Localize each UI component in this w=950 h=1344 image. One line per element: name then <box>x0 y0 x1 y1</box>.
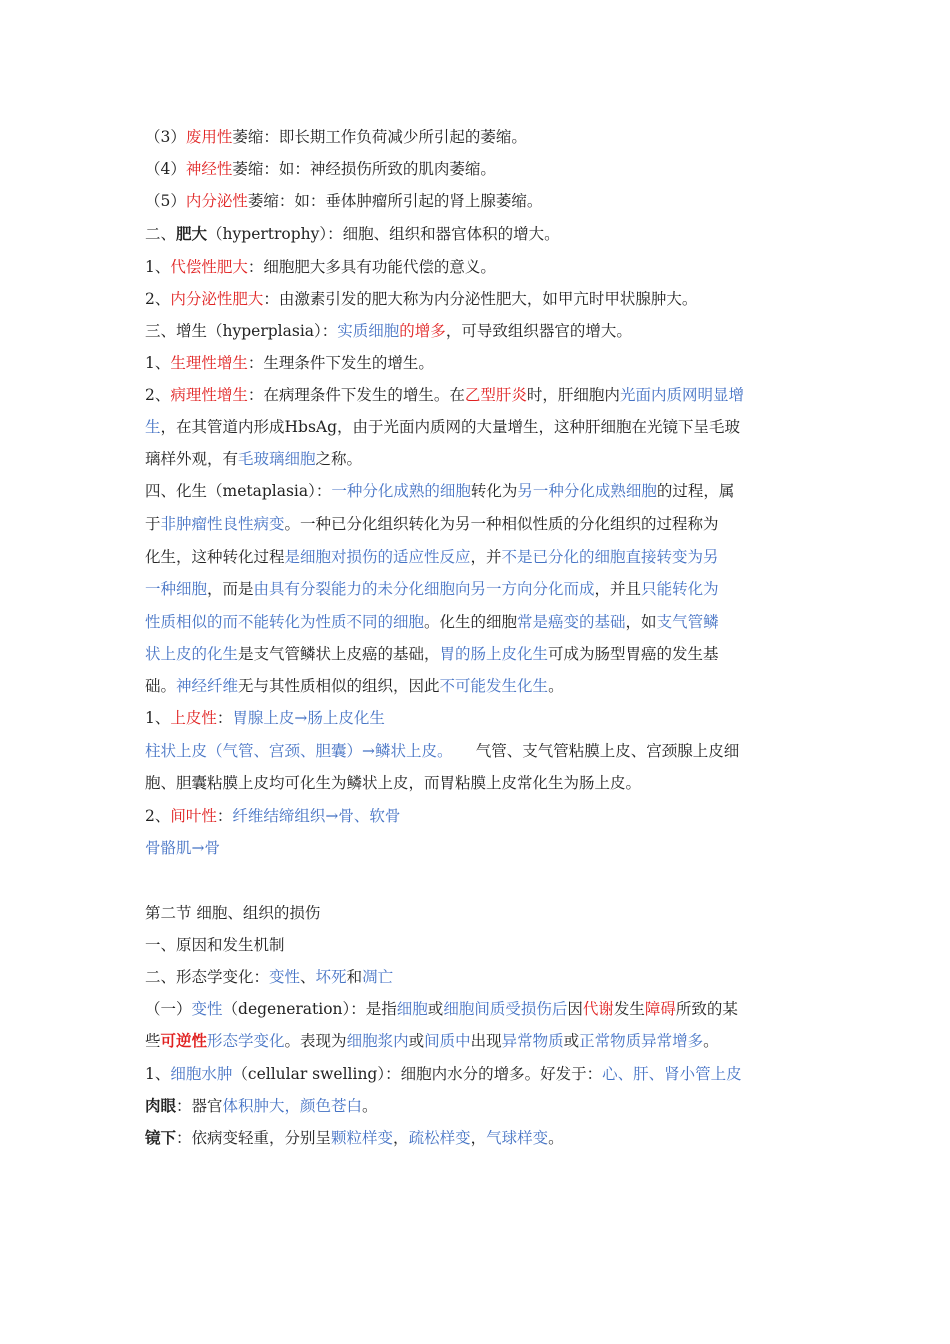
text-line <box>145 190 810 212</box>
text-line <box>145 902 810 924</box>
text-span: 细胞 <box>396 1000 428 1018</box>
text-line <box>145 1030 810 1052</box>
text-span: 的增多 <box>399 322 446 340</box>
text-line <box>145 998 810 1020</box>
text-line <box>145 675 810 697</box>
text-span: 。一种已分化组织转化为另一种相似性质的分化组织的过程称为 <box>284 515 719 533</box>
text-span: 生 <box>145 418 161 436</box>
text-span: 凋亡 <box>362 968 394 986</box>
text-span: ：由激素引发的肥大称为内分泌性肥大，如甲亢时甲状腺肿大。 <box>263 290 698 308</box>
text-span: 。化生的细胞 <box>424 613 518 631</box>
text-span: 代偿性肥大 <box>170 258 248 276</box>
text-span: 萎缩：即长期工作负荷减少所引起的萎缩。 <box>232 128 527 146</box>
text-span: 颗粒样变 <box>331 1129 394 1147</box>
text-line <box>145 158 810 180</box>
text-span: ，并且 <box>594 580 642 598</box>
text-line <box>145 288 810 310</box>
text-span: 时，肝细胞内 <box>526 386 620 404</box>
text-span: 支气管鳞 <box>656 613 719 631</box>
text-line <box>145 448 810 470</box>
text-span: 镜下 <box>145 1128 177 1147</box>
text-span: 形态学变化 <box>207 1032 285 1050</box>
text-span: 间质中 <box>424 1032 471 1050</box>
text-span: 疏松样变 <box>408 1129 471 1147</box>
text-span: 气球样变 <box>486 1129 549 1147</box>
text-span: 因 <box>567 1000 583 1018</box>
text-line <box>145 256 810 278</box>
text-span: 胃的肠上皮化生 <box>439 645 549 663</box>
text-span: 气管、支气管粘膜上皮、宫颈腺上皮细 <box>444 742 740 760</box>
text-span: 1、 <box>145 258 171 276</box>
text-span: 只能转化为 <box>641 580 719 598</box>
text-span: （5） <box>145 192 186 210</box>
text-span: 变性 <box>269 968 301 986</box>
text-span: 正常物质异常增多 <box>579 1032 704 1050</box>
text-span: 细胞水肿 <box>170 1065 233 1083</box>
text-span: 坏死 <box>315 968 347 986</box>
text-line <box>145 480 810 502</box>
text-line <box>145 1063 810 1085</box>
text-span: 是细胞对损伤的适应性反应 <box>284 548 471 566</box>
text-span: 胞、胆囊粘膜上皮均可化生为鳞状上皮，而胃粘膜上皮常化生为肠上皮。 <box>145 774 642 792</box>
text-span: 1、 <box>145 354 171 372</box>
text-span: 心、肝、肾小管上皮 <box>602 1065 742 1083</box>
text-line <box>145 416 810 438</box>
text-span: 1、 <box>145 709 171 727</box>
text-span: ，如 <box>625 613 657 631</box>
text-line <box>145 384 810 406</box>
text-line <box>145 805 810 827</box>
text-span: 四、化生（metaplasia）： <box>145 482 332 500</box>
text-span: 生理性增生 <box>170 354 248 372</box>
text-line <box>145 578 810 600</box>
text-span: 二、形态学变化： <box>145 968 270 986</box>
text-span: 状上皮的化生 <box>145 645 239 663</box>
text-span: 由具有分裂能力的未分化细胞向另一方向分化而成 <box>253 580 595 598</box>
text-span: 。表现为 <box>284 1032 347 1050</box>
text-span: ： <box>216 709 233 727</box>
text-line <box>145 643 810 665</box>
text-span: 二、 <box>145 225 177 243</box>
text-span: 异常物质 <box>501 1032 564 1050</box>
text-span: 肥大 <box>176 224 208 243</box>
text-span: 化生，这种转化过程 <box>145 548 285 566</box>
text-line <box>145 320 810 342</box>
text-span: 。 <box>548 677 564 695</box>
text-span: 光面内质网明显增 <box>619 386 744 404</box>
text-span: ， <box>470 1129 487 1147</box>
text-span: 或 <box>427 1000 444 1018</box>
text-span: 病理性增生 <box>170 386 248 404</box>
text-line <box>145 126 810 148</box>
text-span: 肉眼 <box>145 1096 177 1115</box>
text-span: 另一种分化成熟细胞 <box>517 482 657 500</box>
text-span: 2、 <box>145 807 171 825</box>
text-span: 废用性 <box>185 128 233 146</box>
text-span: ： <box>216 807 233 825</box>
text-span: 不是已分化的细胞直接转变为另 <box>501 548 719 566</box>
text-span: 柱状上皮（气管、宫颈、胆囊）→鳞状上皮。 <box>145 742 445 760</box>
text-line <box>145 611 810 633</box>
text-span: 一种分化成熟的细胞 <box>331 482 471 500</box>
text-span: ，而是 <box>207 580 254 598</box>
text-span: 间叶性 <box>170 807 217 825</box>
text-span: ，可导致组织器官的增大。 <box>445 322 632 340</box>
text-line <box>145 1095 810 1117</box>
text-line <box>145 966 810 988</box>
text-span: 实质细胞 <box>337 322 400 340</box>
text-span: （4） <box>145 160 186 178</box>
text-span: 一、原因和发生机制 <box>145 936 285 954</box>
text-line <box>145 352 810 374</box>
text-span: 。 <box>362 1097 378 1115</box>
text-span: ：生理条件下发生的增生。 <box>247 354 434 372</box>
text-span: ：在病理条件下发生的增生。在 <box>247 386 465 404</box>
text-span: 转化为 <box>470 482 518 500</box>
text-span: 础。 <box>145 677 177 695</box>
text-span: 是支气管鳞状上皮癌的基础， <box>238 645 440 663</box>
text-span: 神经性 <box>185 160 233 178</box>
text-span: 无与其性质相似的组织，因此 <box>238 677 440 695</box>
text-span: 骨骼肌→骨 <box>145 839 220 857</box>
text-span: 障碍 <box>644 1000 676 1018</box>
text-span: 所致的某 <box>675 1000 738 1018</box>
text-span: （hypertrophy）：细胞、组织和器官体积的增大。 <box>207 225 560 243</box>
text-span: 代谢 <box>582 1000 614 1018</box>
text-span: 些 <box>145 1032 161 1050</box>
text-line <box>145 513 810 535</box>
text-span: （degeneration）：是指 <box>222 1000 397 1018</box>
text-span: 第二节 细胞、组织的损伤 <box>145 904 321 922</box>
text-span: （3） <box>145 128 186 146</box>
text-span: 2、 <box>145 386 171 404</box>
text-line <box>145 223 810 245</box>
text-span: 不可能发生化生 <box>439 677 549 695</box>
text-span: （一） <box>145 1000 192 1018</box>
text-span: 性质相似的而不能转化为性质不同的细胞 <box>145 613 425 631</box>
text-line <box>145 1127 810 1149</box>
text-span: 变性 <box>191 1000 223 1018</box>
text-span: ：器官 <box>176 1097 223 1115</box>
text-span: 和 <box>346 968 363 986</box>
text-line <box>145 707 810 729</box>
text-span: 可逆性 <box>160 1031 208 1050</box>
text-span: 纤维结缔组织→骨、软骨 <box>232 807 401 825</box>
text-span: 体积肿大，颜色苍白 <box>222 1097 363 1115</box>
text-span: 细胞浆内 <box>346 1032 409 1050</box>
text-span: 一种细胞 <box>145 580 208 598</box>
text-span: 胃腺上皮→肠上皮化生 <box>232 709 385 727</box>
text-span: ，并 <box>470 548 502 566</box>
text-line <box>145 934 810 956</box>
text-span: 非肿瘤性良性病变 <box>160 515 285 533</box>
text-span: 上皮性 <box>170 709 217 727</box>
text-span: 。 <box>548 1129 564 1147</box>
text-span: ，在其管道内形成HbsAg，由于光面内质网的大量增生，这种肝细胞在光镜下呈毛玻 <box>160 418 741 436</box>
text-span: 细胞间质受损伤后 <box>443 1000 568 1018</box>
text-span: 、 <box>300 968 316 986</box>
text-span: 乙型肝炎 <box>464 386 527 404</box>
text-span: ：细胞肥大多具有功能代偿的意义。 <box>247 258 496 276</box>
text-line <box>145 837 810 859</box>
text-span: 2、 <box>145 290 171 308</box>
text-span: 于 <box>145 515 161 533</box>
text-span: 1、 <box>145 1065 171 1083</box>
text-span: 神经纤维 <box>176 677 239 695</box>
text-span: 之称。 <box>315 450 363 468</box>
text-span: 发生 <box>613 1000 645 1018</box>
text-span: 。 <box>703 1032 719 1050</box>
text-span: 萎缩：如：垂体肿瘤所引起的肾上腺萎缩。 <box>247 192 543 210</box>
text-span: 或 <box>563 1032 580 1050</box>
text-span: 常是癌变的基础 <box>517 613 626 631</box>
text-span: 三、增生（hyperplasia）： <box>145 322 338 340</box>
text-span: 的过程，属 <box>656 482 735 500</box>
text-span: 萎缩：如：神经损伤所致的肌肉萎缩。 <box>232 160 496 178</box>
text-span: ， <box>393 1129 409 1147</box>
text-span: 或 <box>408 1032 425 1050</box>
text-span: 出现 <box>470 1032 502 1050</box>
text-span: 毛玻璃细胞 <box>238 450 316 468</box>
text-span: 璃样外观，有 <box>145 450 239 468</box>
text-line <box>145 740 810 762</box>
text-span: ：依病变轻重，分别呈 <box>176 1129 332 1147</box>
text-span: （cellular swelling）：细胞内水分的增多。好发于： <box>232 1065 603 1083</box>
text-line <box>145 546 810 568</box>
text-span: 内分泌性肥大 <box>170 290 264 308</box>
text-span: 内分泌性 <box>185 192 248 210</box>
text-span: 可成为肠型胃癌的发生基 <box>548 645 719 663</box>
text-line <box>145 772 810 794</box>
